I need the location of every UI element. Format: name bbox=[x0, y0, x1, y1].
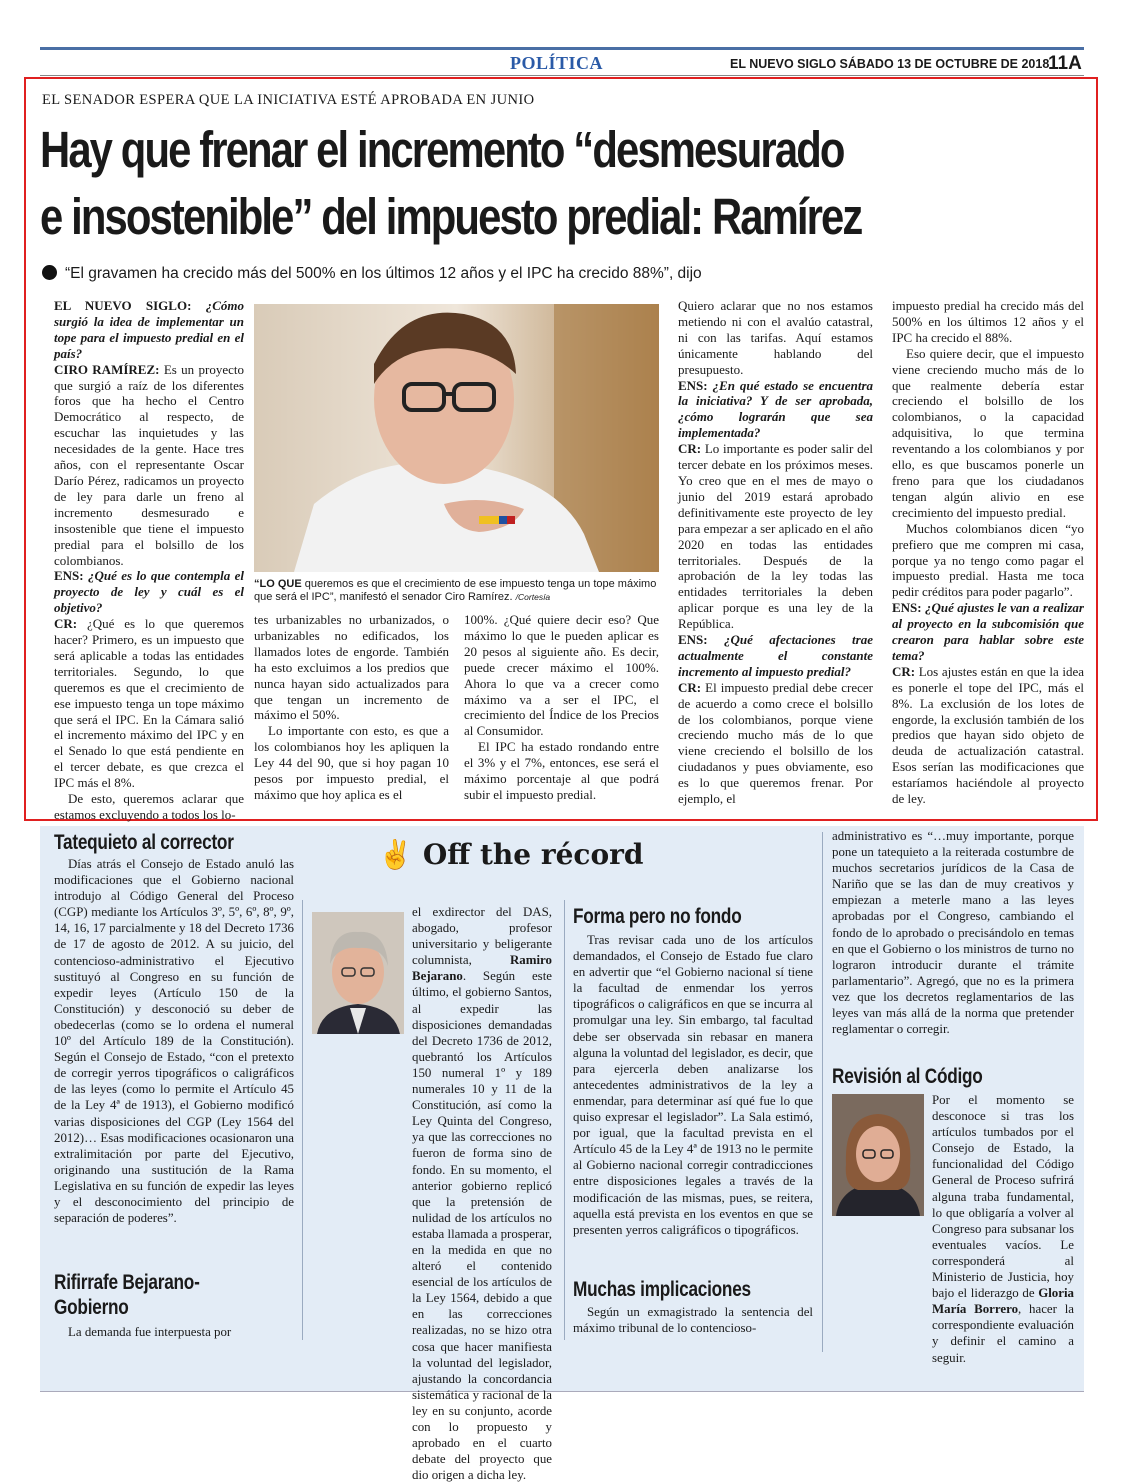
person-name: Gloria María Borrero bbox=[932, 1286, 1074, 1317]
subhead-tatequieto: Tatequieto al corrector bbox=[54, 831, 234, 854]
paragraph: administrativo es “…muy importante, porque pone un tatequieto a la reiterada costumbre de muchos secretarios jurídicos de la Casa de Nariño que se las dan de muy creativos y empiezan a meterle mano a las leyes aprobadas por el Congreso, cambiando el fondo de lo aprobado o precisándolo en temas en que el Gobierno o los ministros de turno no lograron introducir durante el trámite parlamentario”. Agregó, que no es la primera vez que los decretos reglamentarios de las leyes van más allá de la norma que pretender reglamentar o corregir. bbox=[832, 829, 1074, 1037]
article-column-2 bbox=[254, 612, 449, 803]
person-name: Ramiro Bejarano bbox=[412, 953, 552, 984]
paragraph: Eso quiere decir, que el impuesto viene creciendo mucho más de lo que realmente debería estar creciendo el bolsillo de los colombianos, o la capacidad adquisitiva, lo que termina reventando a los colombianos y por ello, es que buscamos ponerle un freno para que los ciudadanos tengan algún alivio en ese crecimiento del impuesto predial. bbox=[892, 345, 1084, 520]
paragraph: impuesto predial ha crecido más del 500% en los últimos 12 años y el IPC ha crecido el 88%. bbox=[892, 298, 1084, 345]
subhead-revision: Revisión al Código bbox=[832, 1065, 983, 1088]
caption-lead: “LO QUE bbox=[254, 578, 302, 590]
answer bbox=[678, 680, 873, 807]
paragraph: 100%. ¿Qué quiere decir eso? Que máximo lo que le pueden aplicar es 20 pesos al siguiente año. Es decir, puede crecer máximo el 100%. Ahora lo que va a crecer como máximo va a ser el IPC, el crecimiento del Índice de los Precios al Consumidor. bbox=[464, 612, 659, 739]
article-column-3 bbox=[464, 612, 659, 803]
paragraph-text: , hacer la correspondiente evaluación y definir el camino a seguir. bbox=[932, 1302, 1075, 1365]
paragraph-text: Por el momento se desconoce si tras los artículos tumbados por el Consejo de Estado, la funcionalidad del Código General de Proceso sufrirá alguna traba fundamental, lo que obligaría a volver al Congreso para subsanar los eventuales vacíos. Le corresponderá al Ministerio de Justicia, hoy bajo el liderazgo de bbox=[932, 1093, 1074, 1301]
subhead-forma: Forma pero no fondo bbox=[573, 905, 742, 928]
paragraph: Lo importante con esto, es que a los colombianos hoy les apliquen la Ley 44 del 90, que si hoy pagan 10 pesos por impuesto predial, el máximo que hoy aplica es el bbox=[254, 723, 449, 802]
subhead-text: “El gravamen ha crecido más del 500% en los últimos 12 años y el IPC ha crecido 88%”, dijo bbox=[65, 265, 702, 282]
subhead-rifirrafe bbox=[54, 1270, 200, 1320]
senator-photo-illustration bbox=[254, 304, 659, 572]
subhead-rifirrafe-line-1: Rifirrafe Bejarano- bbox=[54, 1271, 200, 1294]
senator-photo bbox=[254, 304, 659, 572]
top-rule bbox=[40, 47, 1084, 50]
answer bbox=[54, 362, 244, 569]
bullet-icon bbox=[42, 265, 57, 280]
answer bbox=[892, 664, 1084, 807]
headline-line-2: e insostenible” del impuesto predial: Ramírez bbox=[40, 188, 862, 245]
bottom-column-1 bbox=[54, 856, 294, 1226]
photo-credit: /Cortesía bbox=[515, 592, 551, 602]
bottom-column-4-tail bbox=[832, 1092, 1074, 1366]
article-column-5 bbox=[892, 298, 1084, 807]
question bbox=[678, 378, 873, 442]
speaker: CR: bbox=[678, 679, 702, 695]
speaker: ENS: bbox=[678, 632, 708, 648]
off-the-record-label: Off the récord bbox=[422, 838, 644, 871]
bottom-column-2 bbox=[312, 904, 552, 1483]
paragraph: El IPC ha estado rondando entre el 3% y el 7%, entonces, ese será el máximo porcentaje al que podrá subir el impuesto predial. bbox=[464, 739, 659, 802]
speaker: CR: bbox=[54, 616, 78, 632]
speaker: ENS: bbox=[678, 377, 708, 393]
kicker: EL SENADOR ESPERA QUE LA INICIATIVA ESTÉ APROBADA EN JUNIO bbox=[42, 92, 535, 108]
column-divider bbox=[564, 900, 565, 1340]
subhead-rifirrafe-line-2: Gobierno bbox=[54, 1296, 129, 1319]
caption-text: queremos es que el crecimiento de ese impuesto tenga un tope máximo que será el IPC”, manifestó el senador Ciro Ramírez. bbox=[254, 578, 657, 603]
answer-text: Es un proyecto que surgió a raíz de los diferentes foros que ha hecho el Centro Democrático al respecto, de escuchar las inquietudes y las necesidades de la gente. Hace tres años, con el representante Oscar Darío Pérez, radicamos un proyecto de ley para darle un freno al incremento desmesurado e insostenible que tiene el impuesto predial para el bolsillo de los colombianos. bbox=[54, 361, 244, 568]
question bbox=[54, 568, 244, 616]
question-text: ¿En qué estado se encuentra la iniciativa? Y de ser aprobada, ¿cómo lograrán que sea implementada? bbox=[678, 377, 873, 441]
answer-text: Lo importante es poder salir del tercer debate en los próximos meses. Yo creo que en el mes de mayo o junio del 2019 estará aprobado definitivamente este proyecto de ley para empezar a ser aplicado en el año 2020 en todas las entidades territoriales. Después de la aprobación de la ley todas las entidades territoriales la deben aplicar porque es una ley de la República. bbox=[678, 441, 873, 632]
speaker: EL NUEVO SIGLO: bbox=[54, 298, 192, 313]
paragraph: Días atrás el Consejo de Estado anuló las modificaciones que el Gobierno nacional introdujo al Código General del Proceso (CGP) mediante los Artículos 3º, 5º, 6º, 8º, 9º, 14, 16, 17 parcialmente y 18 del Decreto 1736 de 17 de agosto de 2012. A su juicio, del contencioso-administrativo el Ejecutivo sustituyó al Congreso en su función de expedir leyes (Artículo 150 de la Constitución) y desconoció su deber de obedecerlas (como se lo ordena el numeral 10º del Artículo 189 de la Constitución). Según el Consejo de Estado, “con el pretexto de corregir yerros tipográficos o caligráficos de las leyes (como lo permite el Artículo 45 de la Ley 4ª de 1913), el Gobierno modificó varias disposiciones del CGP (Ley 1564 del 2012)… Esas modificaciones ocasionaron una extralimitación por parte del Ejecutivo, originando una sustitución de la Rama Legislativa en su función de expedir las leyes y el desconocimiento del principio de separación de poderes”. bbox=[54, 857, 294, 1226]
question-text: ¿Cómo surgió la idea de implementar un tope para el impuesto predial en el país? bbox=[54, 298, 244, 361]
column-divider bbox=[822, 832, 823, 1352]
article-column-1 bbox=[54, 298, 244, 823]
paragraph: tes urbanizables no urbanizados, o urbanizables no edificados, los llamados lotes de engorde. También ha esto excluimos a los predios que nunca hayan sido actualizados para que tengan un incremento de máximo el 50%. bbox=[254, 612, 449, 723]
speaker: ENS: bbox=[892, 600, 922, 616]
paragraph: Quiero aclarar que no nos estamos metiendo ni con el avalúo catastral, ni con las tarifas. Aquí estamos únicamente hablando del presupuesto. bbox=[678, 298, 873, 377]
paragraph: De esto, queremos aclarar que estamos excluyendo a todos los lo- bbox=[54, 791, 244, 822]
section-label: POLÍTICA bbox=[510, 53, 604, 73]
bottom-column-4 bbox=[832, 828, 1074, 1037]
article-column-4 bbox=[678, 298, 873, 807]
speaker: CIRO RAMÍREZ: bbox=[54, 361, 160, 377]
bottom-column-3 bbox=[573, 932, 813, 1238]
speaker: ENS: bbox=[54, 568, 84, 584]
paragraph-text: . Según este último, el gobierno Santos, al expedir las disposiciones demandadas del Decreto 1736 de 2012, quebrantó los Artículos 150 numeral 1º y 189 numerales 10 y 11 de la Constitución, así como la Ley Quinta del Congreso, ya que las correcciones no fueron de forma sino de fondo. En su momento, el anterior gobierno replicó que la pretensión de nulidad de los artículos no estaba llamada a prosperar, en la medida en que no alteró el contenido esencial de los artículos de la Ley 1564, debido a que en las correcciones realizadas, no se hizo otra cosa que hacer manifiesta la voluntad del legislador, ajustando la concordancia sistemática y racional de la ley en su conjunto, acorde con lo propuesto y aprobado en el cuarto debate del proyecto que dio origen a dicha ley. bbox=[412, 969, 552, 1483]
bottom-column-1-tail bbox=[54, 1324, 294, 1340]
subhead bbox=[42, 265, 702, 283]
paragraph: La demanda fue interpuesta por bbox=[68, 1325, 232, 1339]
bottom-column-3-tail bbox=[573, 1304, 813, 1336]
victory-hand-icon: ✌ bbox=[378, 838, 413, 871]
masthead bbox=[40, 53, 1084, 76]
paragraph: Tras revisar cada uno de los artículos demandados, el Consejo de Estado fue claro en advertir que “el Gobierno nacional sí tiene la facultad de enmendar los yerros tipográficos o caligráficos en que se incurra al promulgar una ley. Sin embargo, tal facultad debe ser observada sin rebasar en manera alguna la voluntad del legislador, es decir, que para ejercerla deben analizarse los antecedentes administrativos de la ley a enmendar, para determinar así qué fue lo que quiso expresar el legislador”. La Sala estimó, por igual, que la facultad prevista en el Artículo 45 de la Ley 4ª de 1913 no le permite al Gobierno nacional corregir contradicciones entre disposiciones legales a través de la modificación de las mismas, pues, se reitera, aquella está prevista en los eventos en que se presenten yerros caligráficos o tipográficos. bbox=[573, 933, 813, 1237]
headline bbox=[40, 116, 901, 250]
question-text: ¿Qué afectaciones trae actualmente el constante incremento al impuesto predial? bbox=[678, 632, 873, 679]
speaker: CR: bbox=[678, 441, 702, 457]
column-divider bbox=[302, 900, 303, 1340]
question-text: ¿Qué es lo que contempla el proyecto de ley y cuál es el objetivo? bbox=[54, 568, 244, 616]
photo-caption bbox=[254, 578, 659, 604]
answer-text: ¿Qué es lo que queremos hacer? Primero, es un impuesto que será aplicable a todas las entidades territoriales. Segundo, lo que queremos es que el crecimiento de ese impuesto tenga un tope máximo que será el IPC. En la Cámara salió el incremento máximo del IPC y en el Senado lo que está pendiente en el tercer debate, es que crezca el IPC más el 8%. bbox=[54, 616, 244, 791]
question bbox=[54, 298, 244, 362]
paragraph: Muchos colombianos dicen “yo prefiero que me compren mi casa, porque ya no tengo como pagar el impuesto predial. Hasta me toca pedir créditos para poder pagarlo”. bbox=[892, 520, 1084, 600]
paragraph: Según un exmagistrado la sentencia del máximo tribunal de lo contencioso- bbox=[573, 1305, 813, 1336]
subhead-implicaciones: Muchas implicaciones bbox=[573, 1278, 751, 1301]
question-text: ¿Qué ajustes le van a realizar al proyecto en la subcomisión que crearon para hablar sobre este tema? bbox=[892, 600, 1084, 663]
paragraph bbox=[412, 904, 552, 1483]
answer bbox=[678, 441, 873, 632]
answer-text: El impuesto predial debe crecer de acuerdo a como crece el bolsillo de los colombianos, porque viene creciendo mucho más de lo que viene creciendo el bolsillo de los ciudadanos y pues obviamente, eso es lo que queremos frenar. Por ejemplo, el bbox=[678, 679, 873, 807]
answer bbox=[54, 616, 244, 791]
question bbox=[678, 632, 873, 680]
paper-date: EL NUEVO SIGLO SÁBADO 13 DE OCTUBRE DE 2018 bbox=[730, 57, 1050, 71]
page-number: 11A bbox=[1048, 53, 1082, 74]
paragraph bbox=[932, 1092, 1074, 1366]
answer-text: Los ajustes están en que la idea es ponerle el tope del IPC, más el 8%. La exclusión de los lotes de engorde, la exclusión también de los predios que hayan sido objeto de deuda de actualización catastral. Esos serían las modificaciones que estaríamos haciéndole al proyecto de ley. bbox=[892, 663, 1084, 807]
speaker: CR: bbox=[892, 663, 916, 679]
off-the-record-title bbox=[378, 838, 643, 871]
question bbox=[892, 600, 1084, 664]
headline-line-1: Hay que frenar el incremento “desmesurado bbox=[40, 121, 844, 178]
paragraph-text: el exdirector del DAS, abogado, profesor universitario y beligerante columnista, bbox=[412, 905, 552, 968]
